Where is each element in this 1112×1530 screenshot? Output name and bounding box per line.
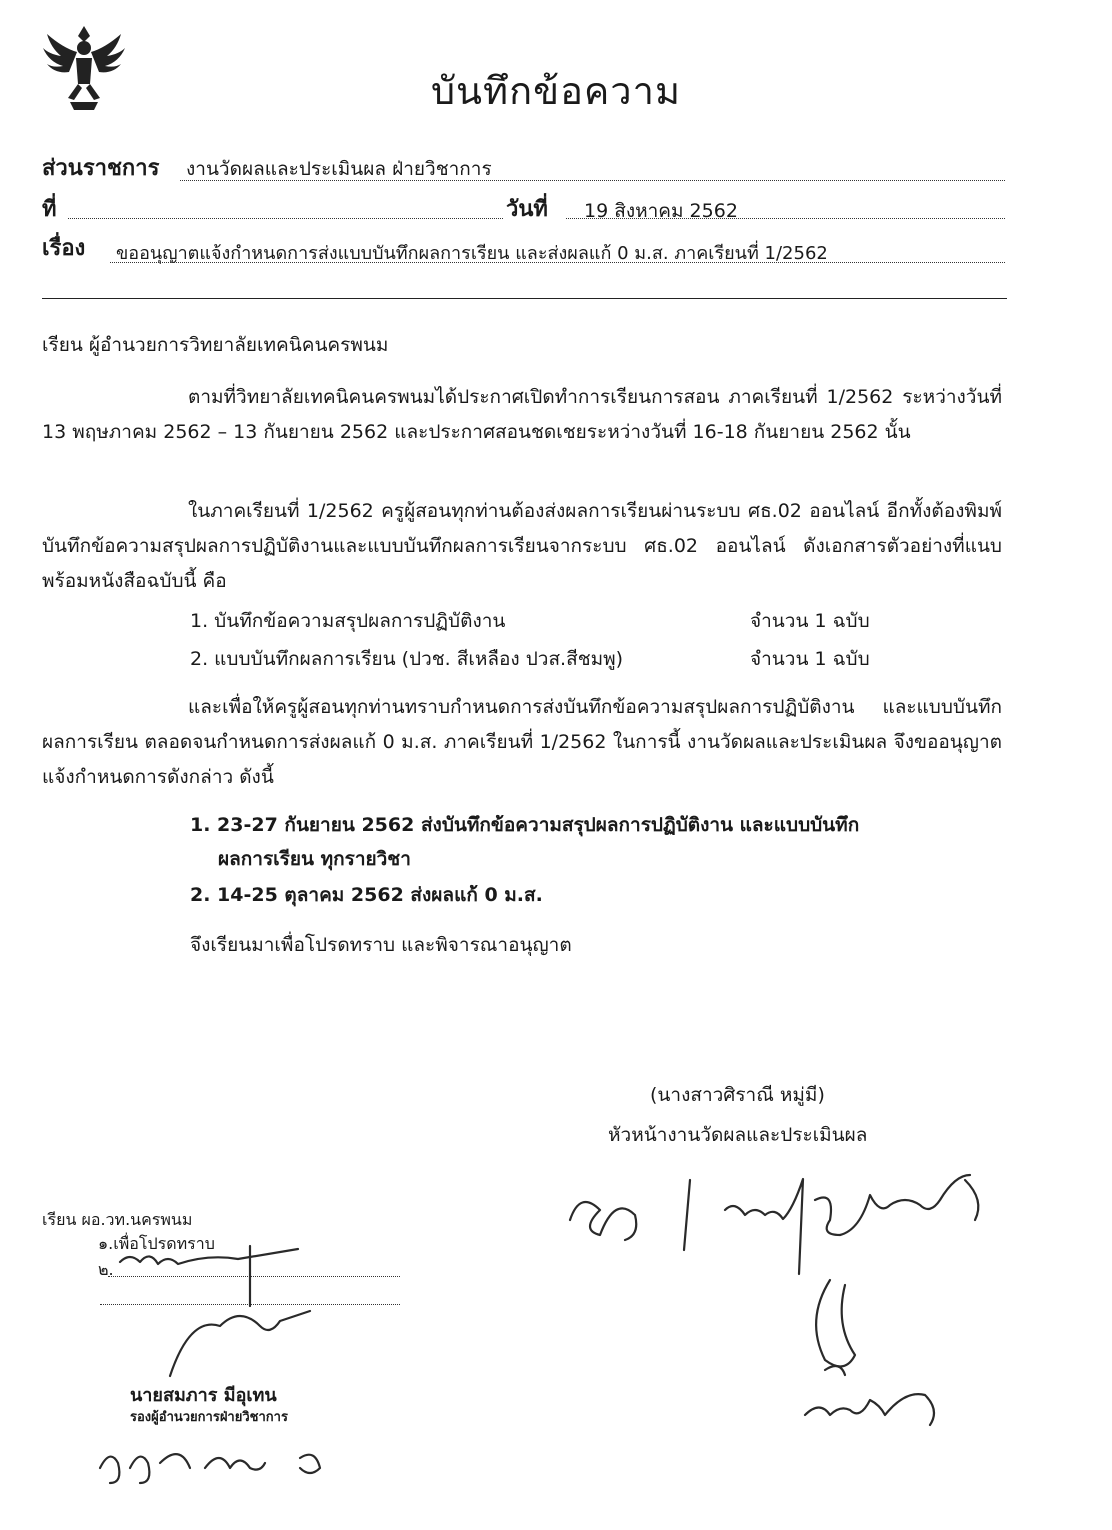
deputy-name: นายสมภาร มีอุเทน <box>130 1385 277 1406</box>
note-item-1: ๑.เพื่อโปรดทราบ <box>98 1234 215 1253</box>
handwritten-date <box>90 1428 350 1488</box>
salutation: เรียน ผู้อำนวยการวิทยาลัยเทคนิคนครพนม <box>42 334 389 356</box>
handwritten-approval-signature <box>560 1160 1000 1450</box>
subject-label: เรื่อง <box>42 236 86 261</box>
schedule-item-2: 2. 14-25 ตุลาคม 2562 ส่งผลแก้ 0 ม.ส. <box>190 884 543 906</box>
date-label: วันที่ <box>506 197 548 222</box>
paragraph-3: และเพื่อให้ครูผู้สอนทุกท่านทราบกำหนดการส่งบันทึกข้อความสรุปผลการปฏิบัติงาน และแบบบันทึกผลการเรียน ตลอดจนกำหนดการส่งผลแก้ 0 ม.ส. ภาคเรียนที่ 1/2562 ในการนี้ งานวัดผลและประเมินผล จึงขออนุญาตแจ้งกำหนดการดังกล่าว ดังนี้ <box>42 696 1002 788</box>
agency-value: งานวัดผลและประเมินผล ฝ่ายวิชาการ <box>186 158 492 180</box>
agency-dotline <box>180 180 1005 181</box>
attachment-1-label: 1. บันทึกข้อความสรุปผลการปฏิบัติงาน <box>190 610 506 632</box>
subject-dotline <box>110 262 1005 263</box>
signer-name: (นางสาวศิราณี หมู่มี) <box>650 1084 825 1106</box>
deputy-position: รองผู้อำนวยการฝ่ายวิชาการ <box>130 1410 288 1425</box>
schedule-item-1: 1. 23-27 กันยายน 2562 ส่งบันทึกข้อความสรุปผลการปฏิบัติงาน และแบบบันทึก <box>190 814 860 836</box>
note-item-2: ๒. <box>98 1260 114 1279</box>
ref-label: ที่ <box>42 197 57 222</box>
signer-position: หัวหน้างานวัดผลและประเมินผล <box>608 1124 868 1146</box>
header-divider <box>42 298 1007 299</box>
date-dotline <box>566 218 1005 219</box>
attachment-2-qty: จำนวน 1 ฉบับ <box>750 648 870 670</box>
closing-text: จึงเรียนมาเพื่อโปรดทราบ และพิจารณาอนุญาต <box>190 934 572 956</box>
ref-dotline <box>68 218 503 219</box>
subject-value: ขออนุญาตแจ้งกำหนดการส่งแบบบันทึกผลการเรียน และส่งผลแก้ 0 ม.ส. ภาคเรียนที่ 1/2562 <box>116 243 828 264</box>
paragraph-2: ในภาคเรียนที่ 1/2562 ครูผู้สอนทุกท่านต้องส่งผลการเรียนผ่านระบบ ศธ.02 ออนไลน์ อีกทั้งต้องพิมพ์บันทึกข้อความสรุปผลการปฏิบัติงานและแบบบันทึกผลการเรียนจากระบบ ศธ.02 ออนไลน์ ดังเอกสารตัวอย่างที่แนบพร้อมหนังสือฉบับนี้ คือ <box>42 500 1002 592</box>
schedule-item-1-cont: ผลการเรียน ทุกรายวิชา <box>218 848 411 870</box>
date-value: 19 สิงหาคม 2562 <box>584 200 738 222</box>
note-to: เรียน ผอ.วท.นครพนม <box>42 1210 193 1229</box>
document-title: บันทึกข้อความ <box>430 69 682 113</box>
handwritten-note-signature <box>100 1236 360 1386</box>
attachment-2-label: 2. แบบบันทึกผลการเรียน (ปวช. สีเหลือง ปวส.สีชมพู) <box>190 648 624 670</box>
paragraph-1: ตามที่วิทยาลัยเทคนิคนครพนมได้ประกาศเปิดทำการเรียนการสอน ภาคเรียนที่ 1/2562 ระหว่างวันที่ 13 พฤษภาคม 2562 – 13 กันยายน 2562 และประกาศสอนชดเชยระหว่างวันที่ 16-18 กันยายน 2562 นั้น <box>42 386 1002 443</box>
attachment-1-qty: จำนวน 1 ฉบับ <box>750 610 870 632</box>
agency-label: ส่วนราชการ <box>42 156 160 181</box>
